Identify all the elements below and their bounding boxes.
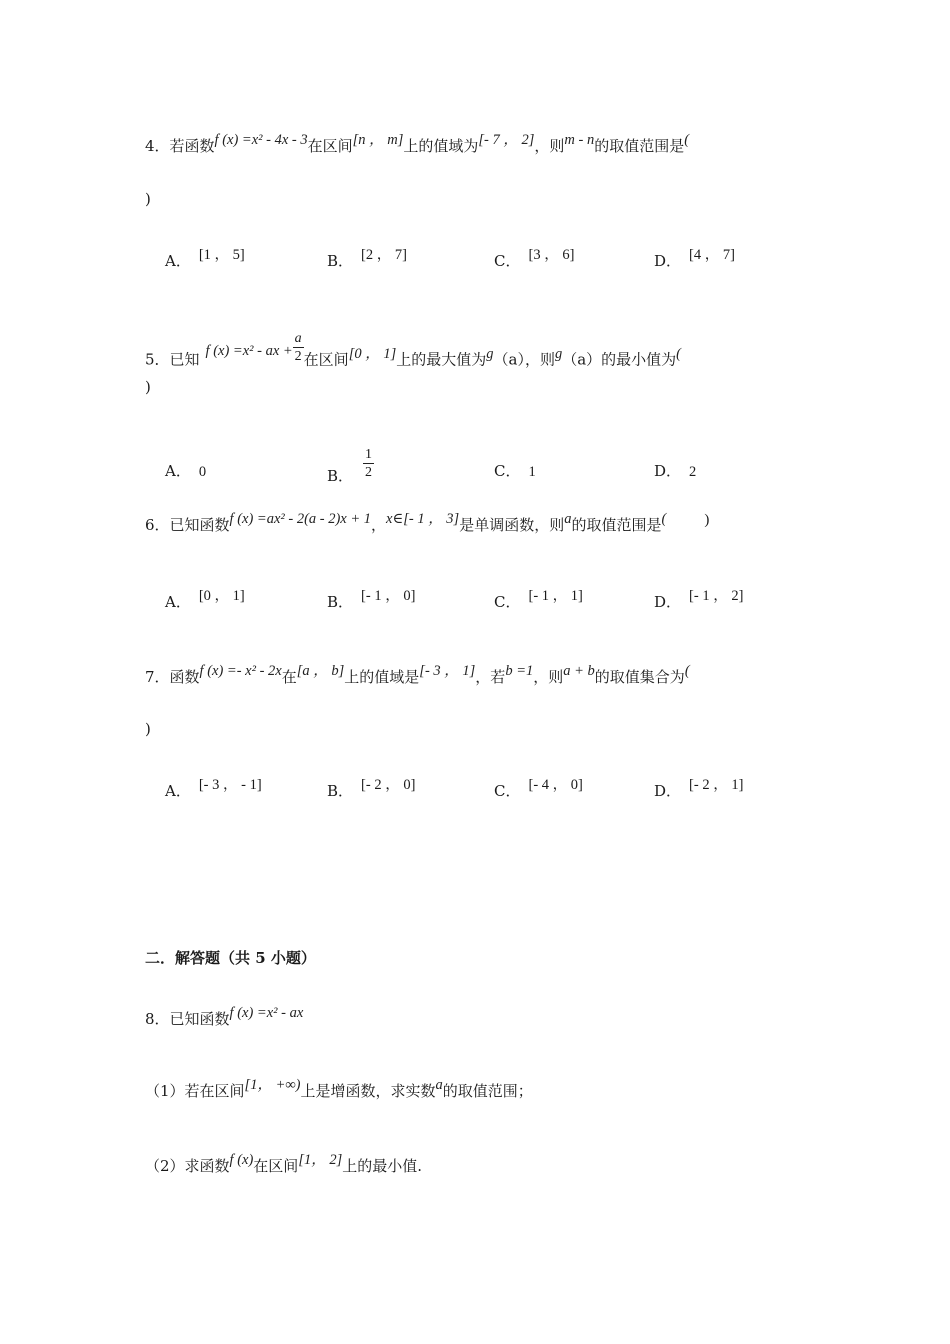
q5-option-a[interactable]	[165, 460, 206, 481]
q5-function: f (x) =x² - ax +	[205, 342, 293, 359]
option-label: B．	[327, 782, 354, 800]
q7-text: 7．函数	[145, 668, 200, 686]
q5-fraction	[293, 331, 304, 364]
q5-option-b[interactable]	[327, 447, 374, 493]
q5-interval: [0 ， 1]	[348, 345, 397, 362]
q7-option-c[interactable]	[494, 777, 583, 801]
q8-part1-interval: [1， +∞)	[244, 1077, 301, 1093]
option-value: [3 ， 6]	[528, 247, 575, 263]
option-value: [1 ， 5]	[198, 247, 245, 263]
answer-paren-open: (	[684, 132, 690, 148]
q4-function: f (x) =x² - 4x - 3	[214, 132, 308, 148]
q7-range: [- 3 ， 1]	[419, 663, 476, 679]
q8-part2-function: f (x)	[229, 1152, 254, 1168]
option-label: B．	[327, 466, 354, 485]
option-fraction	[363, 447, 374, 480]
q7-condition: b =1	[505, 663, 534, 679]
q4-option-b[interactable]	[327, 247, 407, 271]
q7-option-a[interactable]	[165, 777, 262, 801]
fraction-denominator: 2	[294, 349, 302, 364]
q8-text: 8．已知函数	[145, 1010, 230, 1028]
option-value: [- 2 ， 1]	[689, 777, 744, 793]
q8-text: 的取值范围；	[442, 1082, 533, 1100]
q5-g: g	[486, 345, 494, 362]
q8-part2-interval: [1， 2]	[298, 1152, 343, 1168]
option-label: A．	[165, 252, 191, 270]
option-label: A．	[165, 593, 191, 611]
q8-text: 上是增函数，求实数	[300, 1082, 436, 1100]
q7-text: ，若	[475, 668, 506, 686]
q8-text: （2）求函数	[145, 1157, 230, 1175]
option-label: C．	[494, 782, 521, 800]
option-label: D．	[654, 252, 682, 270]
question-4-stem	[145, 132, 690, 155]
fraction-denominator: 2	[365, 465, 373, 480]
fraction-numerator: a	[294, 331, 302, 346]
answer-paren-close: )	[704, 512, 710, 528]
q6-text: 是单调函数，则	[459, 516, 565, 534]
option-value: [- 2 ， 0]	[361, 777, 416, 793]
option-label: A．	[165, 462, 191, 480]
option-label: C．	[494, 462, 521, 480]
q4-text: 上的值域为	[403, 137, 479, 155]
q4-text: ，则	[534, 137, 565, 155]
answer-paren-close: )	[145, 720, 151, 738]
option-value: 2	[689, 464, 697, 480]
question-6-stem	[145, 511, 710, 534]
q6-option-d[interactable]	[654, 588, 744, 612]
q7-option-b[interactable]	[327, 777, 416, 801]
q4-text: 在区间	[307, 137, 353, 155]
q5-g: g	[554, 345, 563, 362]
q7-text: 上的值域是	[344, 668, 420, 686]
section-title: 二．解答题（共 5 小题）	[145, 949, 316, 967]
q5-text: （a）的最小值为	[562, 350, 677, 369]
q4-text: 的取值范围是	[594, 137, 685, 155]
q7-text: 在	[281, 668, 297, 686]
q8-part-1	[145, 1077, 533, 1100]
q4-expression: m - n	[564, 132, 595, 148]
answer-paren-open: (	[676, 345, 681, 362]
q5-option-d[interactable]	[654, 460, 696, 481]
q6-text: 6．已知函数	[145, 516, 230, 534]
option-value: [- 1 ， 0]	[361, 588, 416, 604]
q7-expression: a + b	[563, 663, 595, 679]
q6-function: f (x) =ax² - 2(a - 2)x + 1	[229, 511, 372, 527]
q4-option-c[interactable]	[494, 247, 575, 271]
option-label: B．	[327, 252, 354, 270]
option-value: 0	[198, 464, 207, 480]
q7-text: 的取值集合为	[594, 668, 685, 686]
q4-interval: [n ， m]	[352, 132, 404, 148]
option-label: C．	[494, 593, 521, 611]
option-value: [- 1 ， 1]	[528, 588, 583, 604]
option-label: D．	[654, 782, 682, 800]
q5-text: 5．已知	[145, 350, 200, 369]
option-label: D．	[654, 593, 682, 611]
q7-function: f (x) =- x² - 2x	[199, 663, 282, 679]
answer-paren-close: )	[145, 378, 151, 396]
option-value: 1	[528, 464, 536, 480]
q5-text: （a），则	[493, 350, 555, 369]
q4-range: [- 7 ， 2]	[478, 132, 535, 148]
option-label: B．	[327, 593, 354, 611]
q8-text: （1）若在区间	[145, 1082, 245, 1100]
q8-text: 上的最小值.	[342, 1157, 423, 1175]
q8-function: f (x) =x² - ax	[229, 1005, 304, 1021]
q5-text: 上的最大值为	[396, 350, 487, 369]
q5-option-c[interactable]	[494, 460, 536, 481]
question-7-stem	[145, 663, 690, 686]
option-value: [4 ， 7]	[689, 247, 735, 263]
q7-text: ，则	[533, 668, 564, 686]
option-label: C．	[494, 252, 521, 270]
q8-text: 在区间	[253, 1157, 299, 1175]
q4-text: 4．若函数	[145, 137, 215, 155]
q6-text: ，	[371, 516, 387, 534]
question-5-stem	[145, 331, 681, 377]
q5-text: 在区间	[303, 350, 349, 369]
option-label: A．	[165, 782, 191, 800]
q4-option-a[interactable]	[165, 247, 245, 271]
option-value: [0 ， 1]	[198, 588, 245, 604]
q6-option-a[interactable]	[165, 588, 245, 612]
option-value: [2 ， 7]	[361, 247, 407, 263]
question-8-stem	[145, 1005, 304, 1028]
option-label: D．	[654, 462, 682, 480]
q8-part-2	[145, 1152, 423, 1175]
q4-option-d[interactable]	[654, 247, 735, 271]
option-value: [- 4 ， 0]	[528, 777, 583, 793]
fraction-numerator: 1	[365, 447, 373, 462]
q7-option-d[interactable]	[654, 777, 744, 801]
q6-text: 的取值范围是	[571, 516, 662, 534]
answer-paren-close: )	[145, 190, 151, 208]
q6-option-b[interactable]	[327, 588, 416, 612]
q6-variable: a	[564, 511, 572, 527]
q8-part1-variable: a	[435, 1077, 443, 1093]
q6-option-c[interactable]	[494, 588, 583, 612]
option-value: [- 1 ， 2]	[689, 588, 744, 604]
answer-paren-open: (	[661, 511, 667, 527]
q7-interval: [a ， b]	[296, 663, 345, 679]
option-value: [- 3 ， - 1]	[198, 777, 262, 793]
q6-domain: x∈[- 1 ， 3]	[386, 511, 460, 527]
answer-paren-open: (	[684, 663, 690, 679]
